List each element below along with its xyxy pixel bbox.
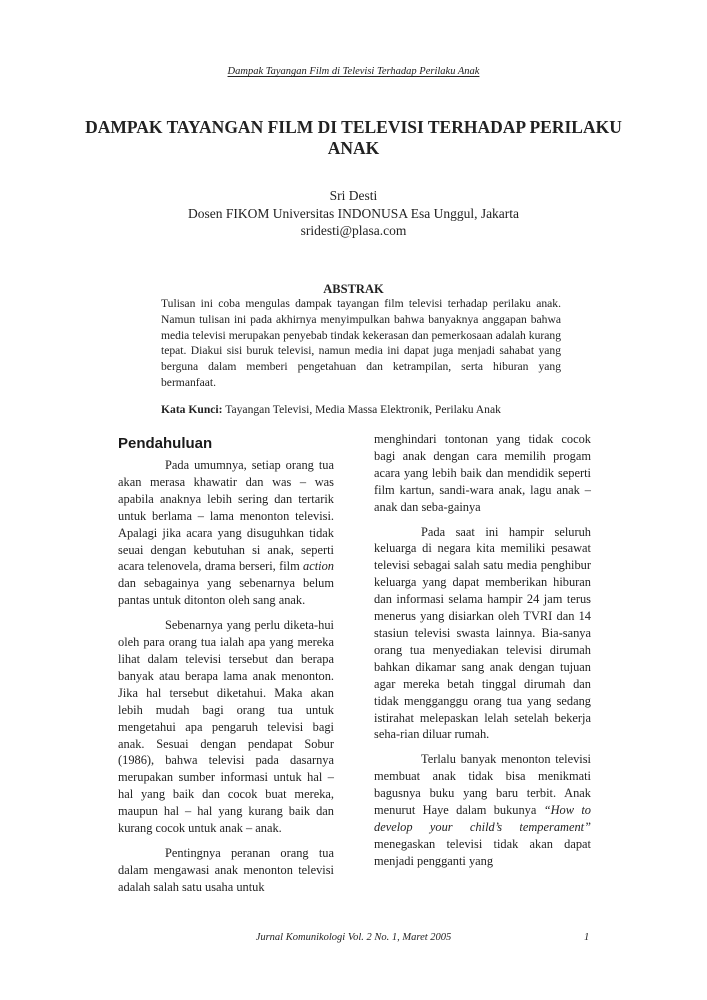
keywords [161,402,581,417]
paragraph: Pentingnya peranan orang tua dalam mengawasi anak menonton televisi adalah salah satu usaha untuk [118,845,334,894]
paragraph: Pada saat ini hampir seluruh keluarga di negara kita memiliki pesawat televisi sebagai salah satu media penghibur keluarga yang dapat memberikan hiburan dan informasi selama hampir 24 jam terus menerus yang disiarkan oleh TVRI dan 14 stasiun televisi swasta lainnya. Bia-sanya orang tua menyediakan televisi dirumah bahkan dikamar sang anak dengan tujuan agar mereka betah tinggal dirumah dan tidak mengganggu orang tua yang sedang istirahat melepaskan lelah setelah bekerja seha-rian diluar rumah. [374,524,591,742]
page-number: 1 [584,932,590,943]
paper-title: DAMPAK TAYANGAN FILM DI TELEVISI TERHADAP PERILAKU ANAK [85,117,622,158]
author-email: sridesti@plasa.com [300,223,407,238]
left-column [118,434,334,896]
paragraph [118,457,334,609]
paragraph-text: menegaskan televisi tidak akan dapat menjadi pengganti yang [374,836,591,868]
journal-footer: Jurnal Komunikologi Vol. 2 No. 1, Maret 2005 [255,932,452,943]
italic-book-title: “How to develop your child’s temperament” [374,803,591,834]
keywords-text: Tayangan Televisi, Media Massa Elektronik, Perilaku Anak [225,403,501,416]
running-head: Dampak Tayangan Film di Televisi Terhadap Perilaku Anak [227,66,480,77]
paragraph-text: dan sebagainya yang sebenarnya belum pantas untuk ditonton oleh sang anak. [118,576,334,608]
section-heading: Pendahuluan [118,435,213,452]
abstract-text: Tulisan ini coba mengulas dampak tayangan film televisi terhadap perilaku anak. Namun tulisan ini pada akhirnya menyimpulkan bahwa banyaknya anggapan bahwa media televisi merupakan penyebab tindak kekerasan dan pemerkosaan adalah kurang tepat. Diakui sisi buruk televisi, namun media ini dapat juga menjadi sahabat yang berguna dalam memberi pengetahuan dan ketrampilan, serta hiburan yang bermanfaat. [161,297,561,389]
paragraph-text: Pada umumnya, setiap orang tua akan merasa khawatir dan was – was apabila anaknya lebih sering dan tertarik untuk berlama – lama menonton televisi. Apalagi jika acara yang disuguhkan tidak seuai dengan kebutuhan si anak, seperti acara telenovela, drama berseri, film [118,458,334,574]
author-block [0,187,707,240]
paragraph: Sebenarnya yang perlu diketa-hui oleh para orang tua ialah apa yang mereka lihat dalam televisi tersebut dan berapa banyak atau berapa lama anak menonton. Jika hal tersebut diketahui. Maka akan lebih mudah bagi orang tua untuk mengetahui apa pengaruh televisi bagi anak. Sesuai dengan pendapat Sobur (1986), bahwa televisi pada dasarnya merupakan sumber informasi untuk hal – hal yang baik dan cocok buat mereka, maupun hal – hal yang kurang baik dan kurang cocok untuk anak – anak. [118,618,334,836]
paragraph-text: Terlalu banyak menonton televisi membuat anak tidak bisa menikmati bagusnya buku yang baru terbit. Anak menurut Haye dalam bukunya [374,752,591,818]
keywords-label: Kata Kunci: [161,403,223,416]
italic-term: action [303,559,334,574]
paragraph: menghindari tontonan yang tidak cocok bagi anak dengan cara memilih progam acara yang lebih baik dan mendidik seperti film kartun, sandi-wara anak, lagu anak – anak dan seba-gainya [374,432,591,514]
author-name: Sri Desti [329,188,378,203]
right-column [374,431,591,870]
paragraph [374,751,591,869]
abstract-heading: ABSTRAK [323,282,384,296]
author-affiliation: Dosen FIKOM Universitas INDONUSA Esa Unggul, Jakarta [187,205,520,221]
